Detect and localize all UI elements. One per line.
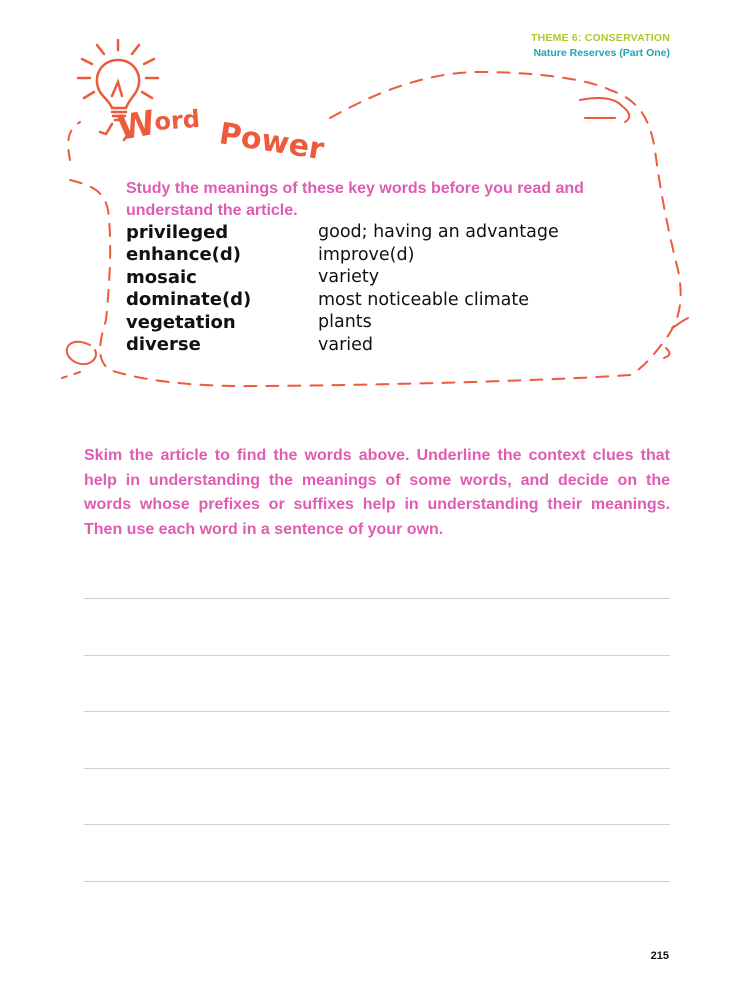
lightbulb-icon <box>78 40 158 140</box>
word-definition: good; having an advantage <box>318 222 559 243</box>
writing-line-6[interactable] <box>84 881 670 882</box>
word-row <box>126 311 559 334</box>
word-term: diverse <box>126 334 201 356</box>
word-definition: variety <box>318 267 380 288</box>
word-row <box>126 334 559 357</box>
word-definition: varied <box>318 334 374 355</box>
title-w: W <box>114 102 159 149</box>
skim-instruction: Skim the article to find the words above. Underline the context clues that help in understanding the meanings of some words, and decide on the words whose prefixes or suffixes help in understanding their meanings. Then use each word in a sentence of your own. <box>84 447 670 538</box>
word-definition: improve(d) <box>318 244 415 265</box>
title-ord: ord <box>153 104 201 136</box>
writing-line-4[interactable] <box>84 768 670 769</box>
page-number: 215 <box>650 950 669 962</box>
word-power-intro: Study the meanings of these key words before you read and understand the article. <box>126 180 584 219</box>
word-row <box>126 266 559 289</box>
word-definition: most noticeable climate <box>318 289 529 310</box>
word-definition: plants <box>318 312 372 333</box>
writing-line-3[interactable] <box>84 711 670 712</box>
word-row <box>126 221 559 244</box>
word-row <box>126 244 559 267</box>
theme-label: THEME 6: CONSERVATION <box>531 32 670 44</box>
word-term: dominate(d) <box>126 289 252 311</box>
writing-line-1[interactable] <box>84 598 670 599</box>
word-term: enhance(d) <box>126 244 242 266</box>
word-term: privileged <box>126 221 229 243</box>
word-term: mosaic <box>126 266 197 288</box>
subtheme-label: Nature Reserves (Part One) <box>533 47 670 59</box>
word-term: vegetation <box>126 311 236 333</box>
key-word-list <box>126 221 559 356</box>
title-power: Power <box>216 116 327 168</box>
writing-line-2[interactable] <box>84 655 670 656</box>
writing-line-5[interactable] <box>84 824 670 825</box>
word-row <box>126 289 559 312</box>
